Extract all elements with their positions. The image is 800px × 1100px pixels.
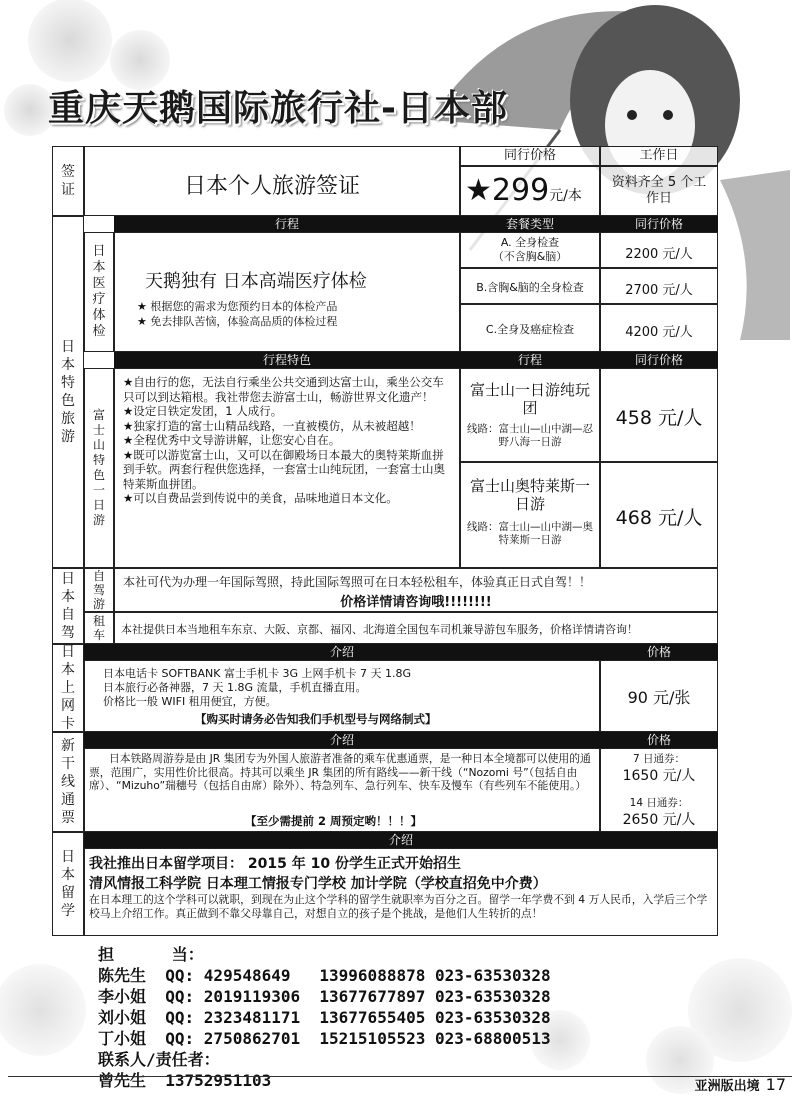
tour-route: 线路：富士山—山中湖—奥特莱斯一日游 (467, 521, 593, 546)
package-price: 2200 元/人 (625, 247, 693, 262)
visa-workday-header: 工作日 (600, 146, 718, 166)
study-intro-header: 介绍 (84, 832, 718, 848)
visa-price (465, 173, 582, 208)
package-name: B.含胸&脑的全身检查 (476, 281, 584, 294)
medical-package-header: 套餐类型 (460, 216, 600, 232)
self-drive-cell (114, 568, 718, 612)
sub-label-fuji (84, 368, 114, 568)
magazine-name: 亚洲版出境 (694, 1079, 760, 1094)
tour-route: 线路：富士山—山中湖—忍野八海一日游 (467, 423, 593, 448)
section-label-text: 签证 (61, 164, 75, 198)
sub-label-text: 租车 (92, 614, 105, 642)
visa-price-value: 299 (491, 173, 550, 208)
sub-label-text: 富士山特色一日游 (92, 408, 105, 527)
responsible-person: 曾先生 13752951103 (98, 1071, 272, 1090)
fuji-feature: ★设定日铁定发团，1 人成行。 (123, 404, 283, 418)
sim-lines (103, 667, 411, 709)
section-label-text: 日本上网卡 (61, 644, 75, 732)
sim-notice: 【购买时请务必告知我们手机型号与网络制式】 (195, 712, 437, 726)
medical-package-b (460, 268, 600, 304)
visa-workday-cell (600, 166, 718, 216)
visa-price-header: 同行价格 (460, 146, 600, 166)
rail-7day-label: 7 日通券： (632, 753, 686, 765)
section-label-text: 新干线通票 (61, 738, 75, 826)
section-label-visa (52, 146, 84, 216)
rail-intro-cell (84, 748, 600, 832)
study-line-3: 在日本理工的这个学科可以就职，到现在为止这个学科的留学生就职率为百分之百。留学一年学费不到 4 万人民币，入学后三个学校马上介绍工作。真正做到不靠父母靠自己，对想自立的孩子是个挑战，是他们人生转折的点！ (89, 893, 708, 920)
sim-intro-header: 介绍 (84, 644, 600, 660)
visa-name-cell (84, 146, 460, 216)
medical-itinerary-header: 行程 (114, 216, 460, 232)
contact-person: 刘小姐 QQ: 2323481171 13677655405 023-63530328 (98, 1008, 551, 1027)
footer-divider (8, 1076, 792, 1077)
medical-headline: 天鹅独有 日本高端医疗体检 (145, 271, 367, 292)
rail-14day-label: 14 日通券： (629, 797, 689, 809)
sub-label-self-drive (84, 568, 114, 612)
responsible-title: 联系人/责任者： (98, 1050, 220, 1069)
section-label-text: 日本自驾 (61, 571, 75, 641)
sim-intro-cell (84, 660, 600, 732)
fuji-feature: ★独家打造的富士山精品线路，一直被模仿，从未被超越！ (123, 418, 421, 433)
rail-price-header: 价格 (600, 732, 718, 748)
section-label-self-drive (52, 568, 84, 644)
sim-price-header: 价格 (600, 644, 718, 660)
sub-label-car-rental (84, 612, 114, 644)
medical-bullet: ★ 根据您的需求为您预约日本的体检产品 (137, 300, 338, 313)
section-label-text: 日本留学 (61, 849, 75, 919)
section-label-special-tours (52, 216, 84, 568)
contact-person: 陈先生 QQ: 429548649 13996088878 023-63530328 (98, 966, 551, 985)
package-price: 2700 元/人 (625, 283, 693, 298)
fuji-price-2 (600, 462, 718, 568)
visa-price-cell (460, 166, 600, 216)
medical-bullet: ★ 免去排队苦恼，体验高品质的体检过程 (137, 315, 338, 328)
sim-price: 90 元/张 (627, 688, 691, 707)
study-intro-cell (84, 848, 718, 936)
contacts-block (98, 944, 551, 1091)
study-line-1: 我社推出日本留学项目： 2015 年 10 份学生正式开始招生 (89, 856, 461, 872)
fuji-feature: ★可以自费品尝到传说中的美食，品味地道日本文化。 (123, 491, 398, 505)
fuji-feature: ★全程优秀中文导游讲解，让您安心自在。 (123, 433, 341, 447)
contact-person: 李小姐 QQ: 2019119306 13677677897 023-63530328 (98, 987, 551, 1006)
contacts-title: 担 当： (98, 945, 204, 964)
fuji-feature: ★自由行的您，无法自行乘坐公共交通到达富士山，乘坐公交车只可以到达箱根。我社带您去游富士山，畅游世界文化遗产！ (123, 375, 444, 404)
section-label-study (52, 832, 84, 936)
package-name: A. 全身检查 （不含胸&脑） (492, 236, 568, 263)
fuji-itinerary-header: 行程 (460, 352, 600, 368)
rail-price-cell (600, 748, 718, 832)
fuji-price-header: 同行价格 (600, 352, 718, 368)
rail-7day-price: 1650 元/人 (622, 768, 696, 784)
fuji-features-cell (114, 368, 460, 568)
car-rental-cell (114, 612, 718, 644)
page-number: 17 (765, 1075, 786, 1094)
sim-line: 日本电话卡 SOFTBANK 富士手机卡 3G 上网手机卡 7 天 1.8G (103, 667, 412, 680)
visa-name: 日本个人旅游签证 (183, 174, 360, 199)
section-label-sim-card (52, 644, 84, 732)
tour-price: 458 元/人 (615, 407, 703, 429)
medical-price-b (600, 268, 718, 304)
visa-price-unit: 元/本 (549, 188, 582, 204)
tour-price: 468 元/人 (615, 507, 703, 529)
fuji-features (123, 375, 451, 506)
contact-person: 丁小姐 QQ: 2750862701 15215105523 023-68800513 (98, 1029, 551, 1048)
footer (695, 1075, 786, 1094)
sub-label-text: 日本医疗体检 (92, 244, 106, 339)
medical-price-a (600, 232, 718, 268)
sub-label-medical (84, 232, 114, 352)
fuji-feature: ★既可以游览富士山，又可以在御殿场日本最大的奥特莱斯血拼到手软。两套行程供您选择，一套富士山纯玩团，一套富士山奥特莱斯血拼团。 (123, 447, 445, 491)
medical-itinerary-cell (114, 232, 460, 352)
section-label-rail-pass (52, 732, 84, 832)
tour-name: 富士山一日游纯玩团 (469, 381, 590, 417)
rail-text: 日本铁路周游券是由 JR 集团专为外国人旅游者准备的乘车优惠通票，是一种日本全境都可以使用的通票，范围广，实用性价比很高。持其可以乘坐 JR 集团的所有路线——新干线（“Nozomi 号”（包括自由席）、“Mizuho”瑞穗号（包括自由席）除外）、特急列车、急行列车、快车及慢车（有些列车不能使用。） (89, 752, 591, 792)
sub-label-text: 自驾游 (92, 569, 105, 611)
page-title: 重庆天鹅国际旅行社-日本部 (48, 88, 508, 129)
self-drive-inquiry: 价格详情请咨询哦!!!!!!!! (340, 595, 492, 610)
medical-package-a (460, 232, 600, 268)
self-drive-text: 本社可代为办理一年国际驾照，持此国际驾照可在日本轻松租车，体验真正日式自驾！！ (123, 575, 592, 589)
section-label-text: 日本特色旅游 (61, 339, 75, 445)
fuji-price-1 (600, 368, 718, 462)
rail-14day-price: 2650 元/人 (622, 812, 696, 828)
star-icon: ★ (465, 173, 492, 208)
tour-name: 富士山奥特莱斯一日游 (469, 477, 590, 513)
package-price: 4200 元/人 (625, 325, 693, 340)
fuji-tour-1 (460, 368, 600, 462)
medical-bullets (137, 299, 337, 329)
rail-notice: 【至少需提前 2 周预定哟！！！】 (245, 814, 423, 828)
package-name: C.全身及癌症检查 (485, 323, 575, 336)
medical-price-c (600, 304, 718, 352)
car-rental-text: 本社提供日本当地租车东京、大阪、京都、福冈、北海道全国包车司机兼导游包车服务，价格详情请咨询！ (121, 623, 638, 636)
medical-price-header: 同行价格 (600, 216, 718, 232)
rail-intro-header: 介绍 (84, 732, 600, 748)
sim-line: 价格比一般 WIFI 租用便宜，方便。 (103, 695, 277, 708)
sim-line: 日本旅行必备神器，7 天 1.8G 流量，手机直播直用。 (103, 681, 367, 694)
fuji-tour-2 (460, 462, 600, 568)
visa-workday: 资料齐全 5 个工作日 (611, 175, 707, 206)
sim-price-cell (600, 660, 718, 732)
medical-package-c (460, 304, 600, 352)
fuji-features-header: 行程特色 (114, 352, 460, 368)
study-line-2: 清风情报工科学院 日本理工情报专门学校 加计学院（学校直招免中介费） (89, 876, 547, 892)
